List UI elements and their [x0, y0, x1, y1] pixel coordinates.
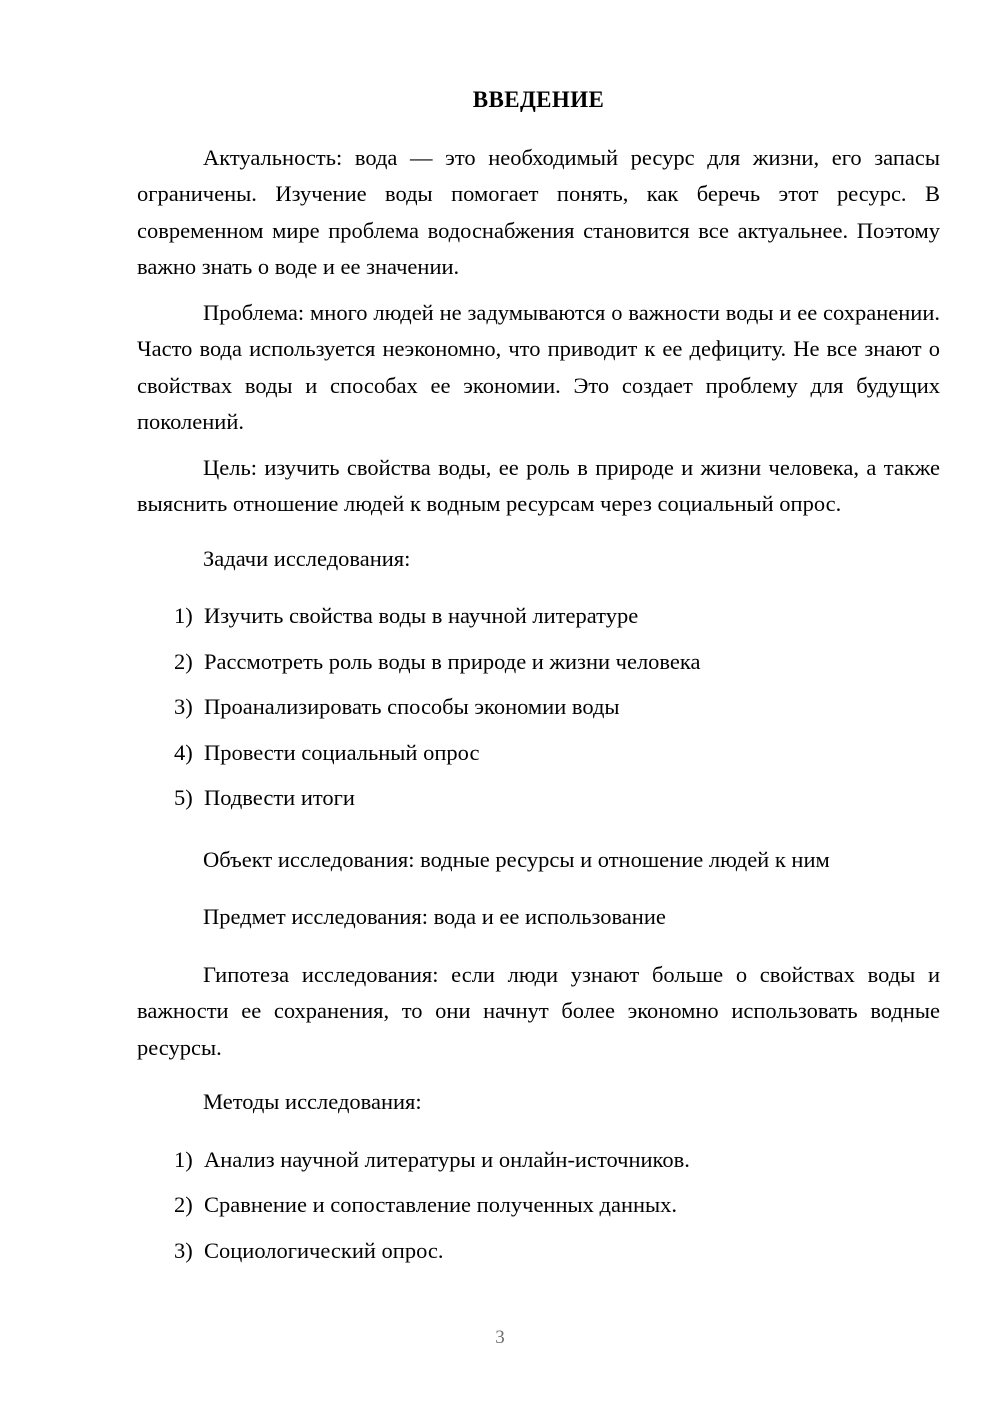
- list-item-label: Социологический опрос.: [204, 1237, 444, 1263]
- list-item: [137, 1187, 940, 1224]
- list-item-number: 4): [174, 739, 193, 765]
- methods-heading: Методы исследования:: [203, 1089, 422, 1115]
- paragraph-hypothesis: Гипотеза исследования: если люди узнают больше о свойствах воды и важности ее сохранения, то они начнут более экономно использовать водные ресурсы.: [137, 961, 940, 1060]
- list-item-label: Подвести итоги: [204, 785, 355, 811]
- list-item-label: Рассмотреть роль воды в природе и жизни человека: [204, 648, 701, 674]
- list-item: [137, 598, 940, 635]
- list-item: [137, 1142, 940, 1179]
- list-item-number: 2): [174, 648, 193, 674]
- list-item: [137, 780, 940, 817]
- list-item: [137, 1233, 940, 1270]
- page-title: ВВЕДЕНИЕ: [472, 87, 605, 112]
- paragraph-goal: Цель: изучить свойства воды, ее роль в природе и жизни человека, а также выяснить отношение людей к водным ресурсам через социальный опрос.: [137, 454, 940, 517]
- tasks-heading: Задачи исследования:: [203, 545, 411, 571]
- list-item-number: 5): [174, 785, 193, 811]
- list-item-label: Провести социальный опрос: [204, 739, 480, 765]
- tasks-list: [137, 598, 940, 817]
- list-item-label: Проанализировать способы экономии воды: [204, 694, 620, 720]
- list-item: [137, 644, 940, 681]
- list-item: [137, 689, 940, 726]
- list-item-number: 3): [174, 694, 193, 720]
- methods-list: [137, 1142, 940, 1270]
- spacer: [137, 532, 940, 541]
- document-body: [137, 86, 940, 1278]
- list-item-number: 1): [174, 603, 193, 629]
- list-item: [137, 735, 940, 772]
- paragraph-problem: Проблема: много людей не задумываются о важности воды и ее сохранении. Часто вода используется неэкономно, что приводит к ее дефициту. Не все знают о свойствах воды и способах ее экономии. Это создает проблему для будущих поколений.: [137, 299, 940, 435]
- list-item-label: Анализ научной литературы и онлайн-источников.: [204, 1146, 690, 1172]
- list-item-number: 2): [174, 1192, 193, 1218]
- spacer: [137, 826, 940, 842]
- list-item-number: 1): [174, 1146, 193, 1172]
- paragraph-subject: Предмет исследования: вода и ее использование: [203, 904, 666, 930]
- list-item-label: Сравнение и сопоставление полученных данных.: [204, 1192, 678, 1218]
- page-number: 3: [495, 1327, 505, 1348]
- paragraph-object: Объект исследования: водные ресурсы и отношение людей к ним: [203, 846, 830, 872]
- list-item-number: 3): [174, 1237, 193, 1263]
- paragraph-relevance: Актуальность: вода — это необходимый ресурс для жизни, его запасы ограничены. Изучение воды помогает понять, как беречь этот ресурс. В современном мире проблема водоснабжения становится все актуальнее. Поэтому важно знать о воде и ее значении.: [137, 144, 940, 280]
- list-item-label: Изучить свойства воды в научной литературе: [204, 603, 639, 629]
- spacer: [137, 1075, 940, 1084]
